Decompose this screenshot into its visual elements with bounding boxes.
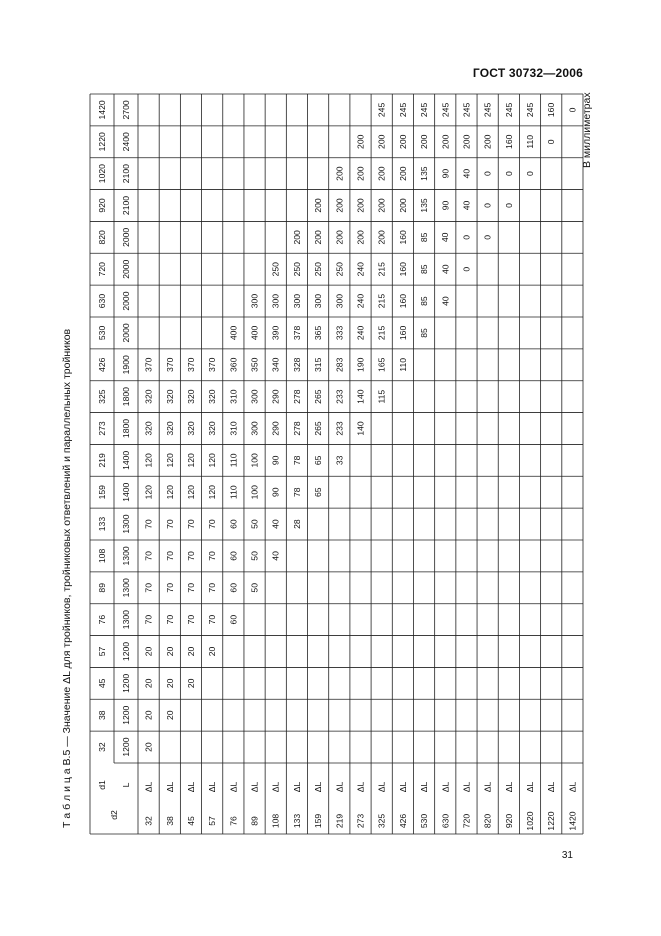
table-cell: 90 bbox=[440, 168, 451, 179]
table-cell: 20 bbox=[164, 710, 175, 720]
table-cell: 120 bbox=[164, 453, 175, 468]
table-cell: 283 bbox=[334, 357, 345, 372]
table-cell: 160 bbox=[397, 230, 408, 245]
table-cell: 300 bbox=[249, 293, 260, 309]
L-value: 1200 bbox=[121, 705, 131, 725]
delta-l-label: ΔL bbox=[397, 781, 408, 793]
L-value: 1300 bbox=[121, 514, 131, 534]
d2-value: 920 bbox=[503, 813, 514, 829]
table-cell: 290 bbox=[270, 421, 281, 436]
delta-l-label: ΔL bbox=[334, 781, 345, 793]
delta-l-label: ΔL bbox=[164, 781, 175, 793]
L-value: 2100 bbox=[121, 195, 131, 216]
table-cell: 200 bbox=[334, 198, 345, 213]
d1-value: 76 bbox=[97, 614, 107, 625]
d1-value: 38 bbox=[97, 710, 107, 720]
table-cell: 370 bbox=[164, 357, 175, 372]
table-cell: 245 bbox=[440, 102, 451, 118]
d2-value: 630 bbox=[440, 813, 451, 829]
table-cell: 20 bbox=[143, 646, 154, 657]
table-cell: 20 bbox=[143, 710, 154, 720]
table-cell: 245 bbox=[525, 102, 536, 118]
table-cell: 370 bbox=[143, 357, 154, 372]
d1-label: d1 bbox=[97, 780, 107, 790]
table-cell: 360 bbox=[228, 357, 239, 372]
table-cell: 90 bbox=[270, 487, 281, 497]
delta-l-label: ΔL bbox=[185, 781, 196, 793]
d1-value: 32 bbox=[97, 742, 107, 752]
table-cell: 90 bbox=[270, 455, 281, 466]
table-cell: 200 bbox=[355, 198, 366, 213]
d2-value: 89 bbox=[249, 816, 260, 826]
table-cell: 200 bbox=[355, 166, 366, 181]
table-cell: 165 bbox=[376, 357, 387, 372]
table-cell: 78 bbox=[291, 487, 302, 497]
d2-value: 159 bbox=[313, 813, 324, 829]
table-cell: 85 bbox=[419, 264, 430, 274]
d1-value: 920 bbox=[97, 198, 107, 213]
d2-value: 273 bbox=[355, 813, 366, 829]
table-cell: 265 bbox=[313, 389, 324, 404]
table-cell: 70 bbox=[164, 551, 175, 561]
table-cell: 70 bbox=[164, 614, 175, 625]
d2-label: d2 bbox=[109, 810, 119, 820]
d1-value: 133 bbox=[97, 516, 107, 532]
table-cell: 60 bbox=[228, 551, 239, 561]
table-cell: 33 bbox=[334, 455, 345, 466]
L-value: 2700 bbox=[121, 100, 131, 120]
table-cell: 20 bbox=[185, 646, 196, 657]
d2-value: 38 bbox=[164, 816, 175, 826]
L-value: 2400 bbox=[121, 132, 131, 152]
table-cell: 0 bbox=[461, 266, 472, 272]
table-cell: 300 bbox=[249, 421, 260, 436]
standard-designation: ГОСТ 30732—2006 bbox=[472, 66, 583, 80]
table-cell: 0 bbox=[525, 171, 536, 177]
table-cell: 200 bbox=[376, 166, 387, 181]
table-cell: 110 bbox=[525, 134, 536, 149]
table-cell: 120 bbox=[185, 485, 196, 500]
table-cell: 50 bbox=[249, 551, 260, 561]
delta-l-label: ΔL bbox=[525, 781, 536, 793]
table-cell: 70 bbox=[143, 519, 154, 529]
d1-value: 426 bbox=[97, 357, 107, 372]
d1-value: 820 bbox=[97, 230, 107, 245]
d2-value: 32 bbox=[143, 816, 154, 826]
table-cell: 300 bbox=[334, 293, 345, 309]
L-value: 2000 bbox=[121, 227, 131, 247]
table-cell: 100 bbox=[249, 453, 260, 468]
table-cell: 20 bbox=[143, 742, 154, 752]
L-value: 1900 bbox=[121, 355, 131, 375]
table-cell: 200 bbox=[397, 198, 408, 213]
table-cell: 378 bbox=[291, 325, 302, 341]
table-cell: 320 bbox=[143, 389, 154, 404]
table-cell: 60 bbox=[228, 519, 239, 529]
table-cell: 85 bbox=[419, 328, 430, 338]
table-cell: 200 bbox=[376, 198, 387, 213]
delta-l-label: ΔL bbox=[313, 781, 324, 793]
table-cell: 200 bbox=[419, 134, 430, 149]
delta-l-label: ΔL bbox=[291, 781, 302, 793]
d2-value: 76 bbox=[228, 816, 239, 826]
table-cell: 200 bbox=[461, 134, 472, 149]
table-cell: 20 bbox=[143, 678, 154, 689]
table-cell: 245 bbox=[419, 102, 430, 118]
d2-value: 45 bbox=[185, 816, 196, 826]
d2-value: 530 bbox=[419, 813, 430, 829]
table-cell: 70 bbox=[143, 614, 154, 625]
table-cell: 190 bbox=[355, 357, 366, 372]
table-cell: 70 bbox=[164, 583, 175, 593]
table-cell: 50 bbox=[249, 519, 260, 529]
table-cell: 200 bbox=[440, 134, 451, 149]
table-cell: 200 bbox=[313, 230, 324, 245]
table-cell: 0 bbox=[546, 139, 557, 145]
d1-value: 630 bbox=[97, 293, 107, 309]
table-cell: 120 bbox=[185, 453, 196, 468]
table-cell: 115 bbox=[376, 389, 387, 404]
d2-value: 1420 bbox=[567, 811, 578, 831]
table-cell: 320 bbox=[164, 389, 175, 404]
table-cell: 0 bbox=[503, 171, 514, 177]
table-cell: 110 bbox=[228, 485, 239, 500]
table-cell: 20 bbox=[164, 646, 175, 657]
table-cell: 0 bbox=[567, 107, 578, 113]
table-cell: 320 bbox=[143, 421, 154, 436]
L-value: 1300 bbox=[121, 578, 131, 598]
table-cell: 160 bbox=[397, 325, 408, 341]
table-cell: 245 bbox=[376, 102, 387, 118]
L-value: 1800 bbox=[121, 418, 131, 439]
units-label: В миллиметрах bbox=[581, 92, 593, 168]
table-cell: 278 bbox=[291, 389, 302, 404]
delta-l-label: ΔL bbox=[440, 781, 451, 793]
table-cell: 85 bbox=[419, 296, 430, 306]
table-cell: 90 bbox=[440, 200, 451, 211]
L-value: 1800 bbox=[121, 387, 131, 407]
table-cell: 390 bbox=[270, 325, 281, 341]
table-cell: 245 bbox=[461, 102, 472, 118]
table-cell: 70 bbox=[185, 614, 196, 625]
L-value: 2000 bbox=[121, 259, 131, 279]
table-cell: 120 bbox=[207, 485, 218, 500]
table-cell: 233 bbox=[334, 389, 345, 404]
table-cell: 160 bbox=[397, 262, 408, 277]
table-cell: 278 bbox=[291, 421, 302, 436]
table-cell: 200 bbox=[376, 230, 387, 245]
L-value: 1200 bbox=[121, 673, 131, 693]
table-cell: 245 bbox=[397, 102, 408, 118]
d1-value: 273 bbox=[97, 421, 107, 436]
table-cell: 290 bbox=[270, 389, 281, 404]
table-cell: 245 bbox=[482, 102, 493, 118]
table-cell: 20 bbox=[207, 646, 218, 657]
table-cell: 70 bbox=[143, 551, 154, 561]
L-value: 1400 bbox=[121, 450, 131, 470]
delta-l-label: ΔL bbox=[482, 781, 493, 793]
table-cell: 200 bbox=[482, 134, 493, 149]
table-cell: 60 bbox=[228, 614, 239, 625]
d2-value: 426 bbox=[397, 813, 408, 829]
table-cell: 320 bbox=[185, 421, 196, 436]
table-cell: 70 bbox=[185, 551, 196, 561]
table-cell: 120 bbox=[143, 453, 154, 468]
table-cell: 70 bbox=[185, 583, 196, 593]
d1-value: 325 bbox=[97, 389, 107, 404]
table-cell: 40 bbox=[461, 200, 472, 211]
d2-value: 133 bbox=[291, 813, 302, 829]
table-cell: 20 bbox=[185, 678, 196, 689]
table-cell: 215 bbox=[376, 262, 387, 277]
table-cell: 200 bbox=[376, 134, 387, 149]
table-cell: 245 bbox=[503, 102, 514, 118]
table-cell: 240 bbox=[355, 325, 366, 341]
table-cell: 250 bbox=[334, 262, 345, 277]
table-cell: 233 bbox=[334, 421, 345, 436]
table-cell: 100 bbox=[249, 485, 260, 500]
d1-value: 108 bbox=[97, 548, 107, 564]
L-value: 1400 bbox=[121, 482, 131, 502]
delta-l-label: ΔL bbox=[567, 781, 578, 793]
d2-value: 1220 bbox=[546, 811, 557, 831]
table-cell: 140 bbox=[355, 421, 366, 436]
table-cell: 240 bbox=[355, 262, 366, 277]
table-cell: 120 bbox=[207, 453, 218, 468]
delta-l-label: ΔL bbox=[461, 781, 472, 793]
d2-value: 1020 bbox=[525, 811, 536, 831]
table-cell: 240 bbox=[355, 293, 366, 309]
d1-value: 1020 bbox=[97, 164, 107, 184]
table-cell: 320 bbox=[185, 389, 196, 404]
delta-l-label: ΔL bbox=[207, 781, 218, 793]
table-cell: 365 bbox=[313, 325, 324, 341]
L-value: 2000 bbox=[121, 291, 131, 311]
caption-text: Значение ΔL для тройников, тройниковых ответвлений и параллельных тройников bbox=[61, 328, 73, 734]
table-cell: 200 bbox=[355, 230, 366, 245]
d1-value: 45 bbox=[97, 678, 107, 689]
L-value: 1300 bbox=[121, 546, 131, 566]
table-cell: 70 bbox=[207, 519, 218, 529]
table-cell: 160 bbox=[503, 134, 514, 149]
delta-l-label: ΔL bbox=[546, 781, 557, 793]
table-cell: 215 bbox=[376, 293, 387, 309]
table-cell: 70 bbox=[207, 551, 218, 561]
table-cell: 0 bbox=[482, 171, 493, 177]
d2-value: 57 bbox=[207, 816, 218, 826]
table-cell: 320 bbox=[207, 389, 218, 404]
table-cell: 110 bbox=[228, 453, 239, 468]
table-cell: 160 bbox=[546, 102, 557, 118]
table-cell: 40 bbox=[270, 551, 281, 561]
table-cell: 370 bbox=[207, 357, 218, 372]
table-cell: 70 bbox=[164, 519, 175, 529]
table-cell: 85 bbox=[419, 232, 430, 243]
delta-l-label: ΔL bbox=[143, 781, 154, 793]
table-cell: 65 bbox=[313, 455, 324, 466]
table-cell: 320 bbox=[207, 421, 218, 436]
delta-l-label: ΔL bbox=[270, 781, 281, 793]
table-cell: 265 bbox=[313, 421, 324, 436]
table-cell: 400 bbox=[249, 325, 260, 341]
d2-value: 108 bbox=[270, 813, 281, 829]
table-cell: 328 bbox=[291, 357, 302, 372]
table-cell: 70 bbox=[207, 614, 218, 625]
table-cell: 200 bbox=[313, 198, 324, 213]
table-cell: 50 bbox=[249, 583, 260, 593]
table-cell: 310 bbox=[228, 421, 239, 436]
table-cell: 310 bbox=[228, 389, 239, 404]
table-cell: 40 bbox=[440, 264, 451, 274]
table-cell: 120 bbox=[143, 485, 154, 500]
table-cell: 333 bbox=[334, 325, 345, 341]
table-cell: 0 bbox=[461, 234, 472, 240]
d1-value: 159 bbox=[97, 485, 107, 500]
d2-value: 820 bbox=[482, 813, 493, 829]
d1-value: 1420 bbox=[97, 100, 107, 120]
table-cell: 40 bbox=[440, 232, 451, 243]
L-value: 2000 bbox=[121, 323, 131, 343]
table-cell: 300 bbox=[313, 293, 324, 309]
table-cell: 60 bbox=[228, 583, 239, 593]
table-cell: 120 bbox=[164, 485, 175, 500]
table-cell: 400 bbox=[228, 325, 239, 341]
L-value: 1300 bbox=[121, 610, 131, 630]
d1-value: 57 bbox=[97, 646, 107, 657]
table-cell: 370 bbox=[185, 357, 196, 372]
d2-value: 325 bbox=[376, 813, 387, 829]
table-cell: 40 bbox=[461, 168, 472, 179]
d1-value: 219 bbox=[97, 453, 107, 468]
table-cell: 200 bbox=[355, 134, 366, 149]
d1-value: 720 bbox=[97, 262, 107, 277]
table-cell: 40 bbox=[440, 296, 451, 306]
table-cell: 0 bbox=[482, 203, 493, 208]
L-value: 1200 bbox=[121, 641, 131, 662]
table-cell: 20 bbox=[164, 678, 175, 689]
table-cell: 250 bbox=[291, 262, 302, 277]
caption-prefix: Т а б л и ц а В.5 — bbox=[61, 733, 73, 828]
L-value: 1200 bbox=[121, 737, 131, 757]
d2-value: 720 bbox=[461, 813, 472, 829]
table-cell: 250 bbox=[313, 262, 324, 277]
table-cell: 40 bbox=[270, 519, 281, 529]
table-cell: 350 bbox=[249, 357, 260, 372]
table-cell: 140 bbox=[355, 389, 366, 404]
table-cell: 300 bbox=[291, 293, 302, 309]
table-cell: 250 bbox=[270, 262, 281, 277]
L-label: L bbox=[121, 782, 131, 788]
table-cell: 300 bbox=[249, 389, 260, 404]
L-value: 2100 bbox=[121, 164, 131, 184]
table-cell: 200 bbox=[397, 166, 408, 181]
table-cell: 70 bbox=[207, 583, 218, 593]
table-cell: 70 bbox=[143, 583, 154, 593]
table-cell: 200 bbox=[334, 166, 345, 181]
table-cell: 200 bbox=[291, 230, 302, 245]
table-cell: 78 bbox=[291, 455, 302, 466]
table-cell: 135 bbox=[419, 166, 430, 181]
table-cell: 135 bbox=[419, 198, 430, 213]
delta-l-label: ΔL bbox=[503, 781, 514, 793]
table-cell: 315 bbox=[313, 357, 324, 372]
d1-value: 530 bbox=[97, 325, 107, 341]
table-cell: 300 bbox=[270, 293, 281, 309]
table-cell: 0 bbox=[482, 234, 493, 240]
table-cell: 110 bbox=[397, 357, 408, 372]
table-cell: 70 bbox=[185, 519, 196, 529]
table-cell: 320 bbox=[164, 421, 175, 436]
table-cell: 200 bbox=[334, 230, 345, 245]
delta-l-label: ΔL bbox=[376, 781, 387, 793]
d2-value: 219 bbox=[334, 813, 345, 829]
table-cell: 0 bbox=[503, 203, 514, 208]
page-number: 31 bbox=[561, 850, 573, 861]
delta-l-label: ΔL bbox=[419, 781, 430, 793]
table-cell: 65 bbox=[313, 487, 324, 497]
delta-l-label: ΔL bbox=[355, 781, 366, 793]
d1-value: 89 bbox=[97, 583, 107, 593]
table-cell: 160 bbox=[397, 293, 408, 309]
table-cell: 28 bbox=[291, 519, 302, 529]
table-cell: 215 bbox=[376, 325, 387, 341]
table-cell: 340 bbox=[270, 357, 281, 372]
d1-value: 1220 bbox=[97, 132, 107, 152]
delta-l-label: ΔL bbox=[249, 781, 260, 793]
delta-l-label: ΔL bbox=[228, 781, 239, 793]
table-cell: 200 bbox=[397, 134, 408, 149]
